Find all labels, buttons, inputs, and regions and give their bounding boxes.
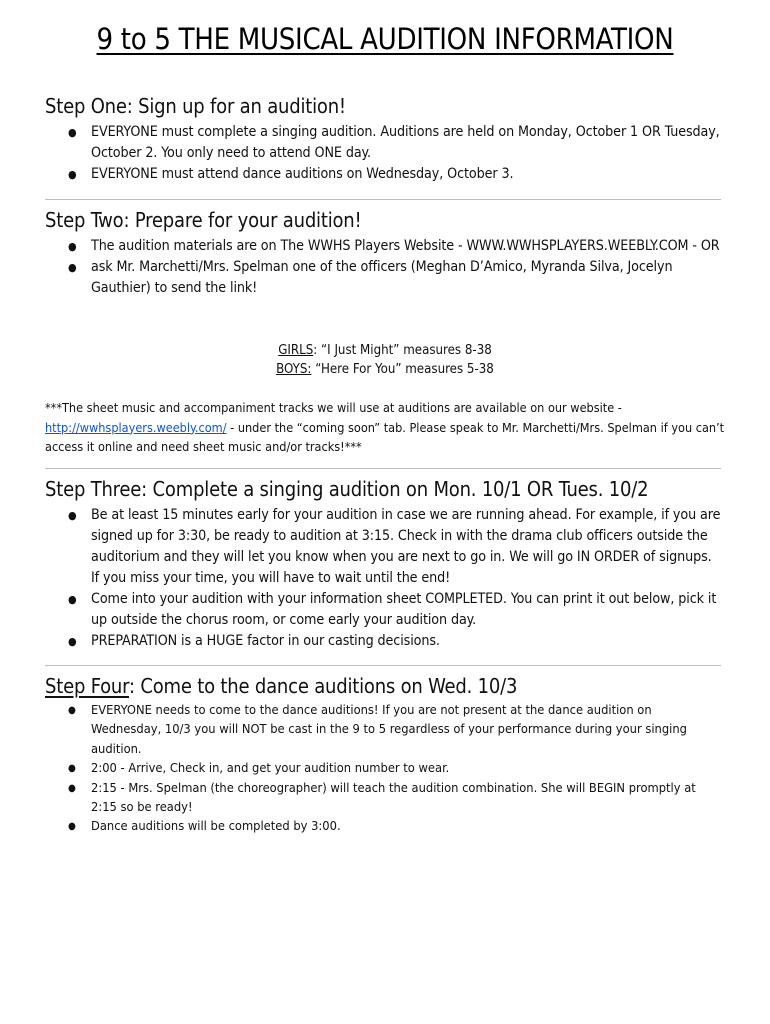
page-title: 9 to 5 THE MUSICAL AUDITION INFORMATION <box>96 22 674 56</box>
girls-label: GIRLS <box>278 343 314 358</box>
list-item: ● EVERYONE must complete a singing audition. Auditions are held on Monday, October 1 OR Tuesday, October 2. You only need to attend ONE day. <box>0 122 723 164</box>
step-four-label: Step Four <box>45 674 129 698</box>
girls-song-line <box>0 340 770 361</box>
step-four-heading-text: : Come to the dance auditions on Wed. 10/3 <box>128 674 518 698</box>
step-two-heading: Step Two: Prepare for your audition! <box>45 208 362 232</box>
website-link[interactable]: http://wwhsplayers.weebly.com/ <box>45 419 227 435</box>
step-four-list <box>0 701 723 837</box>
boys-song: “Here For You” measures 5-38 <box>311 362 494 377</box>
step-three-list <box>0 505 723 652</box>
step-three-heading: Step Three: Complete a singing audition on Mon. 10/1 OR Tues. 10/2 <box>45 477 649 501</box>
list-item: ● Dance auditions will be completed by 3:00. <box>0 817 723 836</box>
list-item: ● Come into your audition with your information sheet COMPLETED. You can print it out below, pick it up outside the chorus room, or come early your audition day. <box>0 589 723 631</box>
list-item: ● Be at least 15 minutes early for your audition in case we are running ahead. For example, if you are signed up for 3:30, be ready to audition at 3:15. Check in with the drama club officers outside the auditorium and they will let you know when you are next to go in. We will go IN ORDER of signups. If you miss your time, you will have to wait until the end! <box>0 505 723 589</box>
step-four-heading <box>45 674 517 698</box>
boys-song-line <box>0 359 770 380</box>
step-two-list <box>0 236 723 299</box>
sheet-music-note <box>45 398 725 457</box>
list-item: ● 2:15 - Mrs. Spelman (the choreographer) will teach the audition combination. She will BEGIN promptly at 2:15 so be ready! <box>0 779 723 818</box>
note-text-end: - under the “coming soon” tab. Please speak to Mr. Marchetti/Mrs. Spelman if you can’t access it online and need sheet music and/or tracks!*** <box>45 419 725 454</box>
list-item: ● PREPARATION is a HUGE factor in our casting decisions. <box>0 631 723 652</box>
list-item: ● The audition materials are on The WWHS Players Website - WWW.WWHSPLAYERS.WEEBLY.COM - OR <box>0 236 723 257</box>
note-text-start: ***The sheet music and accompaniment tracks we will use at auditions are available on our website - <box>45 400 622 415</box>
section-divider <box>45 468 721 469</box>
boys-label: BOYS: <box>276 362 312 377</box>
list-item: ● EVERYONE must attend dance auditions on Wednesday, October 3. <box>0 164 723 185</box>
list-item: ● EVERYONE needs to come to the dance auditions! If you are not present at the dance audition on Wednesday, 10/3 you will NOT be cast in the 9 to 5 regardless of your performance during your singing audition. <box>0 701 723 759</box>
list-item: ● 2:00 - Arrive, Check in, and get your audition number to wear. <box>0 759 723 778</box>
girls-song: : “I Just Might” measures 8-38 <box>313 343 492 358</box>
section-divider <box>45 199 721 200</box>
list-item: ● ask Mr. Marchetti/Mrs. Spelman one of the officers (Meghan D’Amico, Myranda Silva, Jocelyn Gauthier) to send the link! <box>0 257 723 299</box>
section-divider <box>45 665 721 666</box>
step-one-heading: Step One: Sign up for an audition! <box>45 94 346 118</box>
step-one-list <box>0 122 723 185</box>
